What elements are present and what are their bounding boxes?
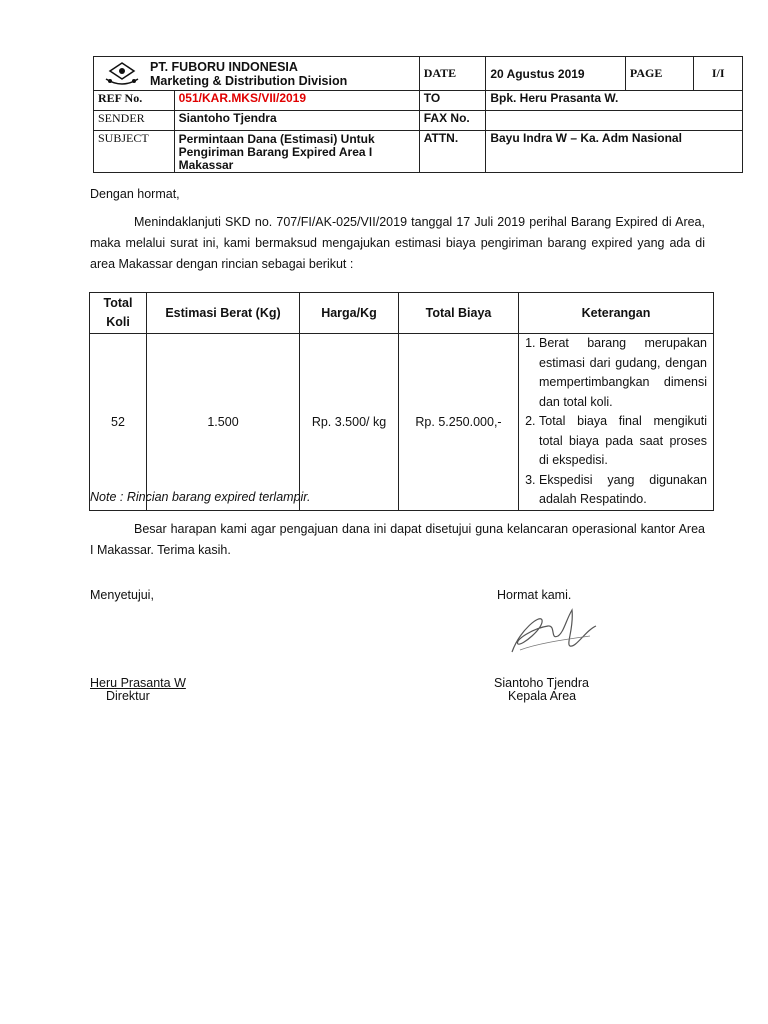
greeting: Dengan hormat, xyxy=(90,187,180,201)
date-value: 20 Agustus 2019 xyxy=(486,57,626,91)
attn-value: Bayu Indra W – Ka. Adm Nasional xyxy=(486,131,743,173)
left-sign-label: Menyetujui, xyxy=(90,588,154,602)
paragraph-intro: Menindaklanjuti SKD no. 707/FI/AK-025/VII/2019 tanggal 17 Juli 2019 perihal Barang Expired di Area, maka melalui surat ini, kami bermaksud mengajukan estimasi biaya pengiriman barang expired yang ada di area Makassar dengan rincian sebagai berikut : xyxy=(90,215,705,271)
cell-keterangan xyxy=(519,334,714,511)
cell-total: Rp. 5.250.000,- xyxy=(399,334,519,511)
page-value: I/I xyxy=(694,57,743,91)
keterangan-list xyxy=(523,334,707,510)
table-row xyxy=(90,334,714,511)
right-sign-name: Siantoho Tjendra xyxy=(494,676,589,690)
date-label: DATE xyxy=(419,57,486,91)
subject-label: SUBJECT xyxy=(94,131,175,173)
fax-label: FAX No. xyxy=(419,111,486,131)
attn-label: ATTN. xyxy=(419,131,486,173)
sender-label: SENDER xyxy=(94,111,175,131)
estimate-table xyxy=(89,292,714,511)
list-item: 2. Total biaya final mengikuti total biaya pada saat proses di ekspedisi. xyxy=(539,412,707,471)
left-sign-title: Direktur xyxy=(106,689,150,703)
company-logo-icon xyxy=(100,59,144,89)
col-header-koli: Total Koli xyxy=(90,293,147,334)
subject-value: Permintaan Dana (Estimasi) Untuk Pengiriman Barang Expired Area I Makassar xyxy=(174,131,419,173)
memo-header-table xyxy=(93,56,743,173)
col-header-total: Total Biaya xyxy=(399,293,519,334)
sender-value: Siantoho Tjendra xyxy=(174,111,419,131)
page-label: PAGE xyxy=(625,57,694,91)
fax-value xyxy=(486,111,743,131)
note: Note : Rincian barang expired terlampir. xyxy=(90,490,311,504)
cell-harga: Rp. 3.500/ kg xyxy=(300,334,399,511)
col-header-keterangan: Keterangan xyxy=(519,293,714,334)
signature-image xyxy=(500,600,604,662)
cell-koli: 52 xyxy=(90,334,147,511)
col-header-harga: Harga/Kg xyxy=(300,293,399,334)
cell-berat: 1.500 xyxy=(147,334,300,511)
list-item: 1. Berat barang merupakan estimasi dari gudang, dengan mempertimbangkan dimensi dan total koli. xyxy=(539,334,707,412)
ref-value: 051/KAR.MKS/VII/2019 xyxy=(174,91,419,111)
paragraph-closing: Besar harapan kami agar pengajuan dana ini dapat disetujui guna kelancaran operasional kantor Area I Makassar. Terima kasih. xyxy=(90,522,705,557)
right-sign-label: Hormat kami. xyxy=(497,588,572,602)
left-sign-name: Heru Prasanta W xyxy=(90,676,186,690)
col-header-berat: Estimasi Berat (Kg) xyxy=(147,293,300,334)
right-sign-title: Kepala Area xyxy=(508,689,577,703)
company-name: PT. FUBORU INDONESIA xyxy=(150,59,298,74)
company-cell xyxy=(94,57,420,91)
ref-label: REF No. xyxy=(94,91,175,111)
list-item: 3. Ekspedisi yang digunakan adalah Respatindo. xyxy=(539,471,707,510)
to-value: Bpk. Heru Prasanta W. xyxy=(486,91,743,111)
division-name: Marketing & Distribution Division xyxy=(150,73,348,88)
to-label: TO xyxy=(419,91,486,111)
